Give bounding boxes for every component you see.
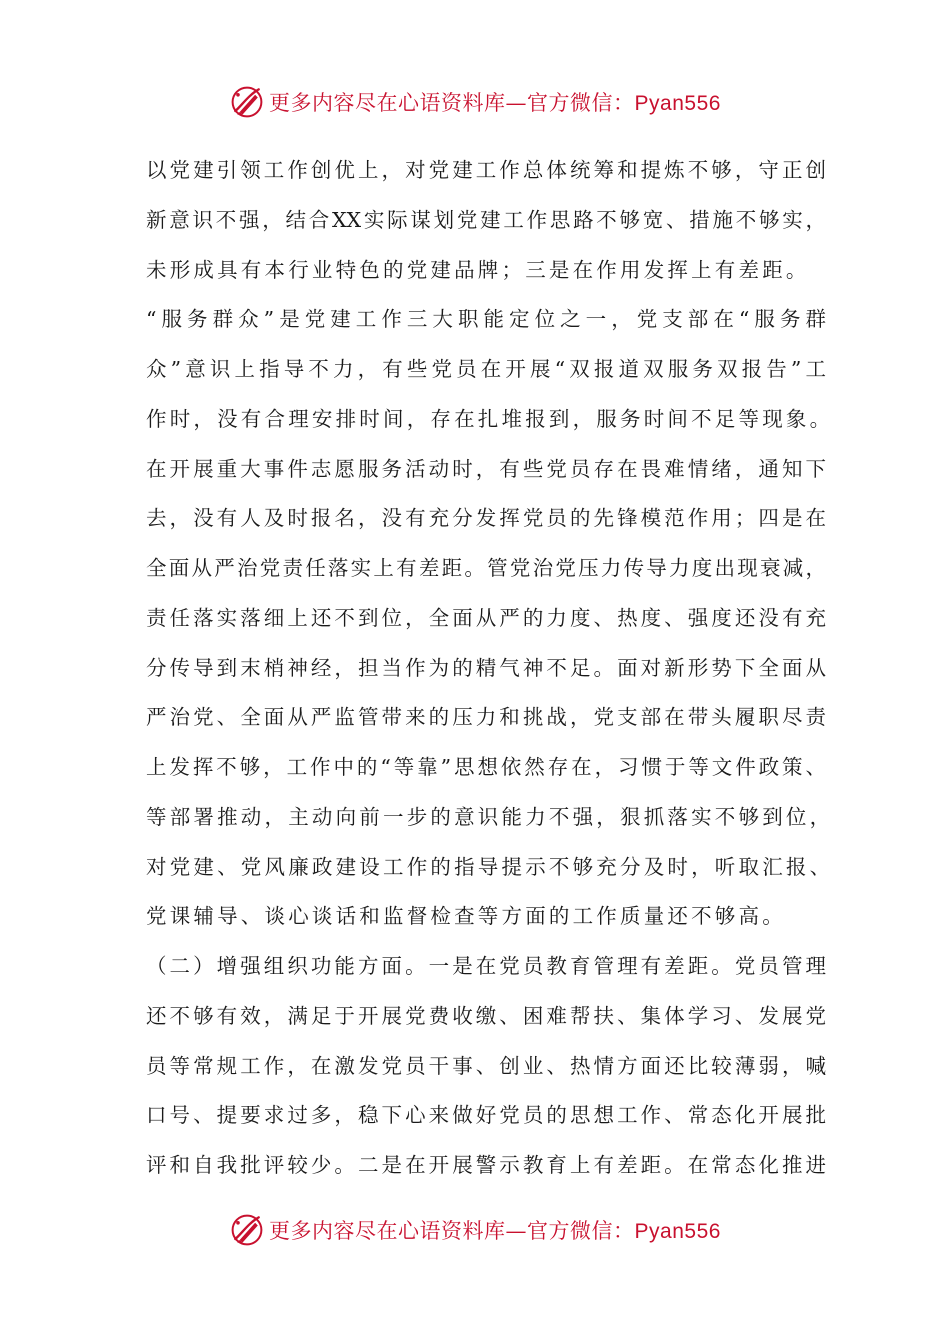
text-line: 等部署推动，主动向前一步的意识能力不强，狠抓落实不够到位， bbox=[146, 804, 834, 829]
text-line: “服务群众”是党建工作三大职能定位之一，党支部在“服务群 bbox=[146, 307, 826, 332]
banner-content bbox=[229, 1212, 721, 1248]
text-line: 以党建引领工作创优上，对党建工作总体统筹和提炼不够，守正创 bbox=[146, 158, 826, 182]
text-line: 在开展重大事件志愿服务活动时，有些党员存在畏难情绪，通知下 bbox=[146, 456, 826, 481]
header-banner bbox=[0, 82, 950, 122]
text-line: 对党建、党风廉政建设工作的指导提示不够充分及时，听取汇报、 bbox=[146, 854, 834, 879]
text-line: 责任落实落细上还不到位，全面从严的力度、热度、强度还没有充 bbox=[146, 605, 826, 630]
text-line: 评和自我批评较少。二是在开展警示教育上有差距。在常态化推进 bbox=[146, 1153, 826, 1177]
text-line: 众”意识上指导不力，有些党员在开展“双报道双服务双报告”工 bbox=[146, 357, 826, 381]
footer-banner bbox=[0, 1210, 950, 1250]
text-line: 全面从严治党责任落实上有差距。管党治党压力传导力度出现衰减， bbox=[146, 556, 826, 580]
banner-label: 更多内容尽在心语资料库—官方微信： bbox=[269, 91, 635, 115]
text-line: 上发挥不够，工作中的“等靠”思想依然存在，习惯于等文件政策、 bbox=[146, 755, 826, 779]
text-line: 严治党、全面从严监管带来的压力和挑战，党支部在带头履职尽责 bbox=[146, 705, 826, 730]
text-line: 新意识不强，结合XX实际谋划党建工作思路不够宽、措施不够实， bbox=[146, 207, 826, 232]
text-line: 口号、提要求过多，稳下心来做好党员的思想工作、常态化开展批 bbox=[146, 1103, 826, 1128]
text-line: 还不够有效，满足于开展党费收缴、困难帮扶、集体学习、发展党 bbox=[146, 1003, 826, 1028]
text-line: 作时，没有合理安排时间，存在扎堆报到，服务时间不足等现象。 bbox=[146, 406, 834, 431]
banner-text bbox=[269, 1215, 721, 1245]
text-line: 未形成具有本行业特色的党建品牌；三是在作用发挥上有差距。 bbox=[146, 257, 810, 282]
text-line: 员等常规工作，在激发党员干事、创业、热情方面还比较薄弱，喊 bbox=[146, 1053, 826, 1078]
wechat-id: Pyan556 bbox=[634, 1220, 721, 1243]
pen-logo-icon bbox=[229, 1212, 265, 1248]
document-body bbox=[146, 152, 834, 1197]
banner-content bbox=[229, 84, 721, 120]
banner-text bbox=[269, 87, 721, 117]
wechat-id: Pyan556 bbox=[634, 92, 721, 115]
text-line: 党课辅导、谈心谈话和监督检查等方面的工作质量还不够高。 bbox=[146, 904, 786, 929]
text-line: 去，没有人及时报名，没有充分发挥党员的先锋模范作用；四是在 bbox=[146, 506, 826, 531]
banner-label: 更多内容尽在心语资料库—官方微信： bbox=[269, 1219, 635, 1243]
text-line: 分传导到末梢神经，担当作为的精气神不足。面对新形势下全面从 bbox=[146, 655, 826, 680]
text-line: （二）增强组织功能方面。一是在党员教育管理有差距。党员管理 bbox=[146, 954, 826, 978]
pen-logo-icon bbox=[229, 84, 265, 120]
